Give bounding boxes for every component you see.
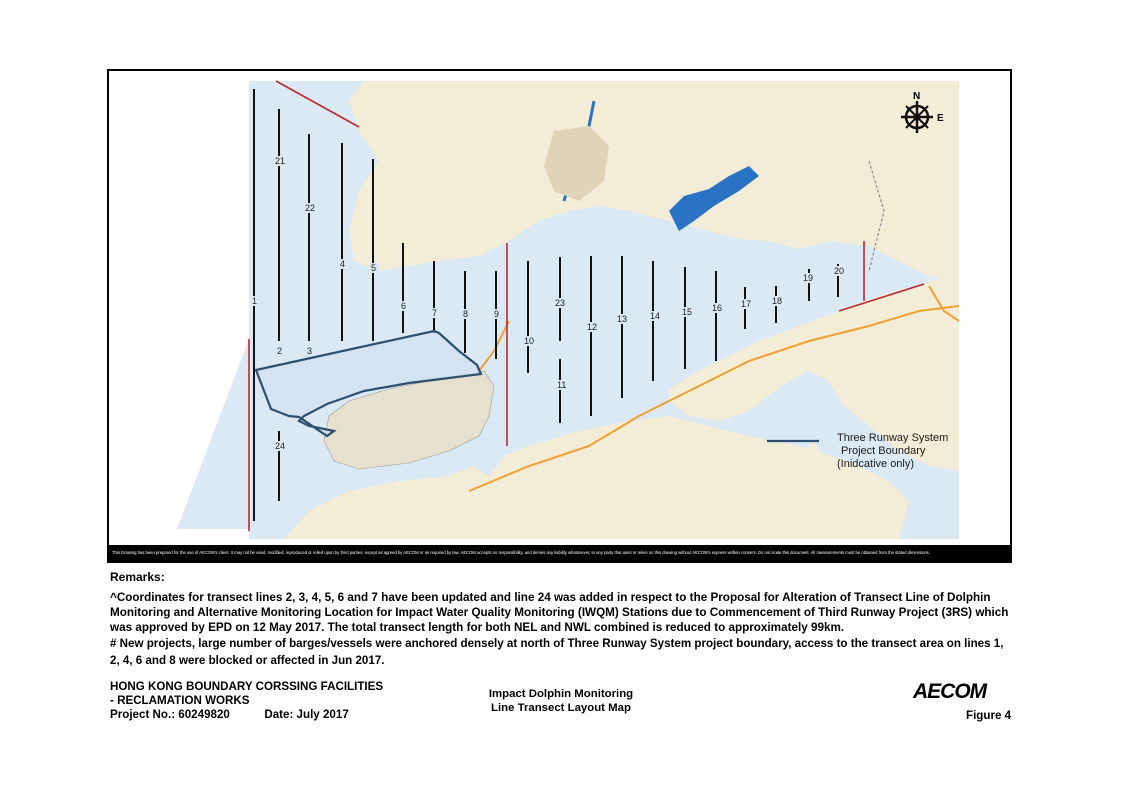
project-date: Date: July 2017 [264, 708, 349, 721]
legend-label-3: (Inidcative only) [837, 458, 915, 470]
transect-label-12: 12 [587, 322, 598, 332]
transect-label-22: 22 [305, 203, 316, 213]
transect-label-6: 6 [401, 301, 407, 311]
transect-label-9: 9 [494, 309, 500, 319]
transect-label-10: 10 [524, 336, 535, 346]
disclaimer-bar: This Drawing has been prepared for the use of AECOM's client. It may not be used, modified, reproduced or relied upon by third parties, except as agreed by AECOM or as required by law. AECOM accepts no responsibility, and denies any liability whatsoever, to any party that uses or relies on this drawing without AECOM's express written consent. Do not scale this document. All measurements must be obtained from the stated dimensions. [109, 545, 1012, 561]
transect-label-23: 23 [555, 298, 566, 308]
transect-label-4: 4 [340, 259, 346, 269]
figure-title-line2: Line Transect Layout Map [491, 702, 631, 714]
transect-label-17: 17 [741, 299, 752, 309]
legend-label-2: Project Boundary [841, 445, 926, 457]
legend-label-1: Three Runway System [837, 432, 949, 444]
sea-wedge [177, 339, 249, 529]
figure-title [470, 687, 652, 715]
transect-label-21: 21 [275, 156, 286, 166]
transect-label-20: 20 [834, 266, 845, 276]
transect-label-1: 1 [252, 296, 258, 306]
transect-label-15: 15 [682, 307, 693, 317]
transect-label-7: 7 [432, 308, 438, 318]
project-number-date [110, 708, 383, 722]
aecom-logo: AECOM [913, 680, 987, 703]
transect-map [109, 71, 1012, 549]
figure-title-line1: Impact Dolphin Monitoring [488, 688, 634, 700]
transect-label-16: 16 [712, 303, 723, 313]
transect-label-2: 2 [277, 346, 283, 356]
compass-east: E [937, 113, 944, 124]
transect-label-11: 11 [557, 380, 567, 390]
remarks-paragraph-1: ^Coordinates for transect lines 2, 3, 4, 5, 6 and 7 have been updated and line 24 was added in respect to the Proposal for Alteration of Transect Line of Dolphin Monitoring and Alternative Monitoring Location for Impact Water Quality Monitoring (IWQM) Stations due to Commencement of Third Runway Project (3RS) which was approved by EPD on 12 May 2017. The total transect length for both NEL and NWL combined is reduced to approximately 99km. [110, 591, 1009, 634]
transect-label-19: 19 [803, 273, 814, 283]
figure-number: Figure 4 [966, 709, 1012, 722]
remarks-title: Remarks: [110, 570, 165, 584]
transect-label-13: 13 [617, 314, 628, 324]
project-name-line2: - RECLAMATION WORKS [110, 694, 250, 707]
transect-label-8: 8 [463, 309, 469, 319]
transect-label-5: 5 [371, 263, 377, 273]
project-number: Project No.: 60249820 [110, 708, 230, 721]
project-info [110, 680, 383, 722]
remarks-text [110, 590, 1010, 669]
remarks-paragraph-2: # New projects, large number of barges/vessels were anchored densely at north of Three Runway System project boundary, access to the transect area on lines 1, 2, 4, 6 and 8 were blocked or affected in Jun 2017. [110, 637, 1004, 667]
compass-north: N [913, 91, 921, 102]
transect-label-3: 3 [307, 346, 313, 356]
transect-label-14: 14 [650, 311, 661, 321]
transect-label-18: 18 [772, 296, 783, 306]
map-frame [107, 69, 1012, 563]
project-name-line1: HONG KONG BOUNDARY CORSSING FACILITIES [110, 680, 384, 693]
transect-label-24: 24 [275, 441, 286, 451]
